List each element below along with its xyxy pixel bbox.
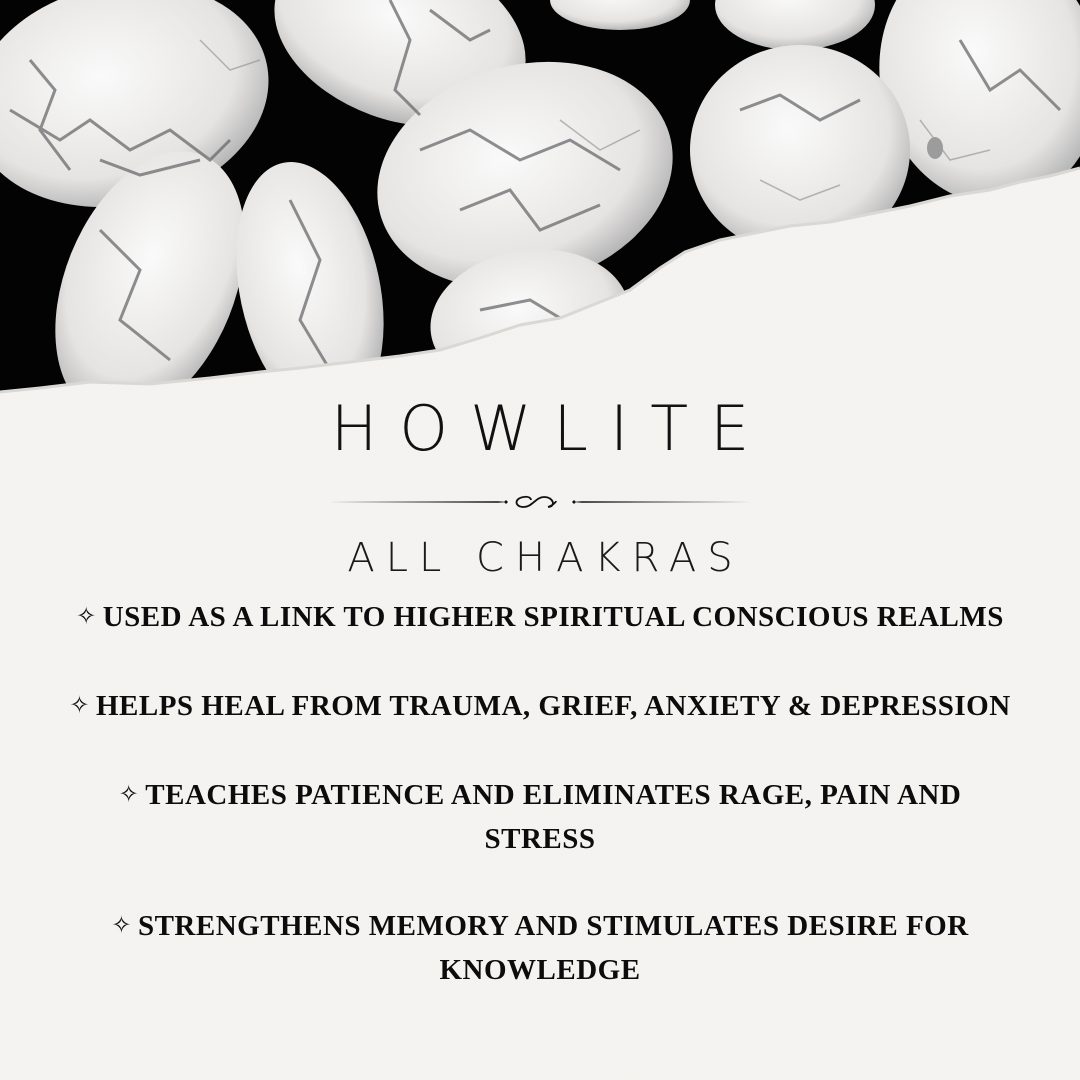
- list-item: ✧ TEACHES PATIENCE AND ELIMINATES RAGE, PAIN AND STRESS: [118, 779, 962, 855]
- sparkle-bullet-icon: ✧: [111, 913, 132, 939]
- properties-list: [60, 596, 1020, 1036]
- ornamental-flourish-icon: [328, 492, 752, 512]
- sparkle-bullet-icon: ✧: [118, 782, 140, 808]
- sparkle-bullet-icon: ✧: [69, 693, 90, 719]
- list-item: ✧ USED AS A LINK TO HIGHER SPIRITUAL CONSCIOUS REALMS: [76, 601, 1004, 633]
- sparkle-bullet-icon: ✧: [76, 604, 97, 630]
- list-item: ✧ STRENGTHENS MEMORY AND STIMULATES DESIRE FOR KNOWLEDGE: [111, 910, 969, 986]
- chakra-subtitle: ALL CHAKRAS: [347, 535, 744, 581]
- page-title: HOWLITE: [330, 392, 772, 465]
- list-item: ✧ HELPS HEAL FROM TRAUMA, GRIEF, ANXIETY & DEPRESSION: [69, 690, 1011, 722]
